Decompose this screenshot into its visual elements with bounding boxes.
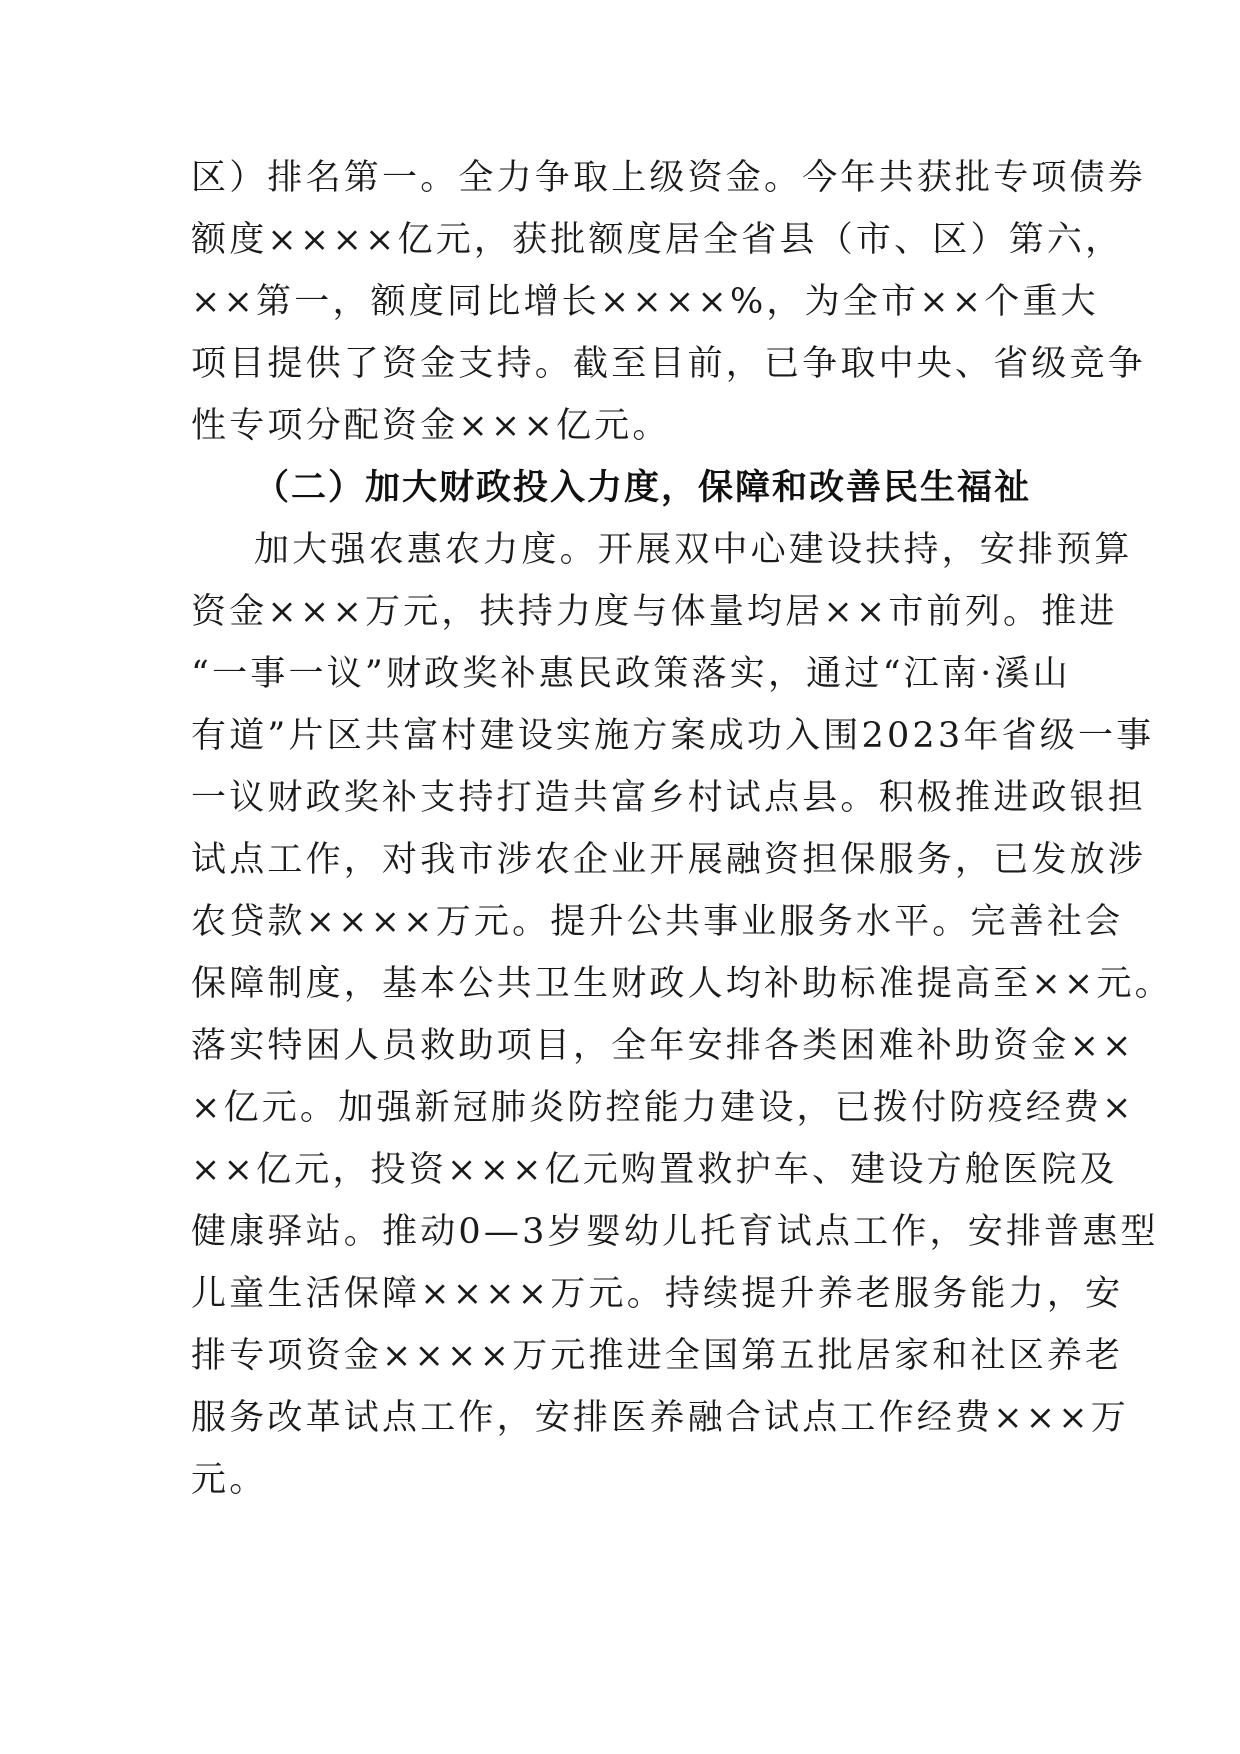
paragraph-1-line-4: 项目提供了资金支持。截至目前，已争取中央、省级竞争: [191, 344, 1147, 384]
paragraph-2-line-12: 健康驿站。推动0—3岁婴幼儿托育试点工作，安排普惠型: [191, 1212, 1159, 1252]
paragraph-2-line-1: 加大强农惠农力度。开展双中心建设扶持，安排预算: [254, 530, 1133, 570]
paragraph-2-line-5: 一议财政奖补支持打造共富乡村试点县。积极推进政银担: [191, 778, 1147, 818]
paragraph-2-line-11: ××亿元，投资×××亿元购置救护车、建设方舱医院及: [191, 1150, 1118, 1190]
paragraph-2-line-8: 保障制度，基本公共卫生财政人均补助标准提高至××元。: [191, 964, 1173, 1004]
paragraph-2-line-13: 儿童生活保障××××万元。持续提升养老服务能力，安: [191, 1274, 1124, 1314]
paragraph-2-line-6: 试点工作，对我市涉农企业开展融资担保服务，已发放涉: [191, 840, 1147, 880]
paragraph-2-line-2: 资金×××万元，扶持力度与体量均居××市前列。推进: [191, 592, 1118, 632]
paragraph-2-line-7: 农贷款××××万元。提升公共事业服务水平。完善社会: [191, 902, 1124, 942]
paragraph-1-line-3: ××第一，额度同比增长××××%，为全市××个重大: [191, 282, 1099, 322]
paragraph-2-line-14: 排专项资金××××万元推进全国第五批居家和社区养老: [191, 1336, 1124, 1376]
paragraph-2-line-3: “一事一议”财政奖补惠民政策落实，通过“江南·溪山: [191, 654, 1071, 694]
paragraph-1-line-1: 区）排名第一。全力争取上级资金。今年共获批专项债券: [191, 158, 1147, 198]
paragraph-2-line-9: 落实特困人员救助项目，全年安排各类困难补助资金××: [191, 1026, 1135, 1066]
paragraph-2-line-4: 有道”片区共富村建设实施方案成功入围2023年省级一事: [191, 716, 1155, 756]
paragraph-2-line-15: 服务改革试点工作，安排医养融合试点工作经费×××万: [191, 1398, 1129, 1438]
paragraph-1-line-2: 额度××××亿元，获批额度居全省县（市、区）第六，: [191, 220, 1124, 260]
paragraph-1-line-5: 性专项分配资金×××亿元。: [191, 406, 671, 446]
paragraph-2-line-10: ×亿元。加强新冠肺炎防控能力建设，已拨付防疫经费×: [191, 1088, 1135, 1128]
paragraph-2-line-16: 元。: [191, 1460, 268, 1500]
section-heading: （二）加大财政投入力度，保障和改善民生福祉: [254, 468, 1032, 508]
